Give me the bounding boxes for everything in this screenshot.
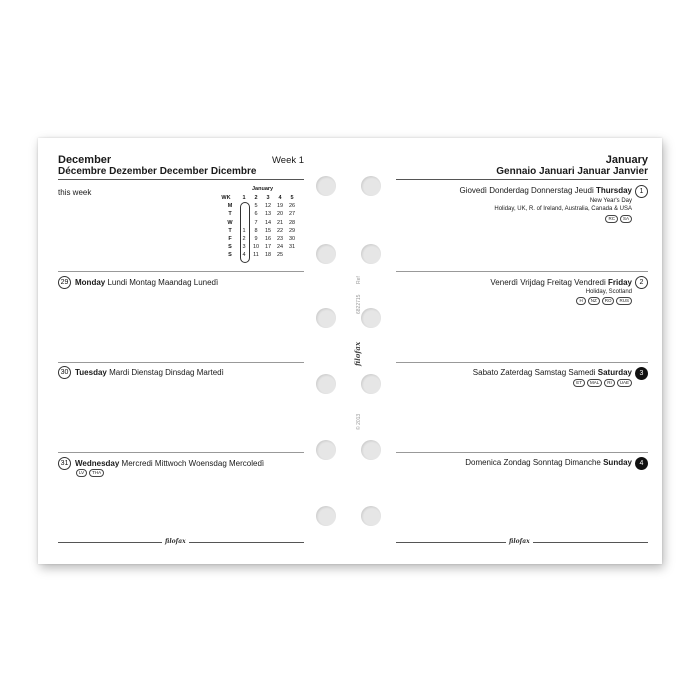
mini-calendar-date: 9	[254, 236, 258, 242]
mini-calendar-week-number: 3	[266, 195, 270, 201]
day-label	[75, 459, 264, 468]
mini-calendar-date: 28	[288, 219, 296, 226]
current-week-highlight	[240, 202, 250, 262]
mini-calendar-weekday: T	[228, 211, 232, 218]
mini-calendar-week-number: 1	[242, 195, 246, 201]
day-rule	[58, 271, 304, 272]
country-badge: RO	[602, 297, 615, 305]
right-month-languages: Gennaio Januari Januar Janvier	[496, 166, 648, 177]
mini-calendar-date: 3	[242, 244, 246, 251]
mini-calendar-week-number: 2	[254, 195, 258, 201]
mini-calendar-date: 24	[276, 244, 284, 251]
mini-calendar-date: 25	[276, 252, 284, 259]
day-number: 31	[58, 457, 71, 470]
day-name: Sunday	[603, 458, 632, 467]
mini-calendar	[221, 186, 304, 266]
mini-calendar-date: 12	[264, 203, 272, 210]
this-week-label: this week	[58, 188, 92, 197]
filofax-logo: filofax	[506, 538, 533, 545]
day-label	[465, 458, 632, 467]
day-number: 29	[58, 276, 71, 289]
day-label	[75, 368, 224, 377]
country-badge: THA	[89, 469, 104, 477]
ring-hole	[361, 374, 381, 394]
country-badge: RI	[604, 379, 615, 387]
mini-calendar-date: 6	[254, 211, 258, 218]
left-page	[38, 138, 318, 564]
day-translations: Sabato Zaterdag Samstag Samedi	[472, 368, 596, 377]
mini-calendar-date: 29	[288, 227, 296, 234]
mini-calendar-weekday: S	[228, 252, 232, 259]
day-label	[459, 186, 632, 195]
day-name: Tuesday	[75, 368, 107, 377]
ring-hole	[361, 176, 381, 196]
week-number: Week 1	[272, 155, 305, 166]
day-translations: Mercredi Mittwoch Woensdag Mercoledì	[121, 459, 265, 468]
spine-copyright: © 2013	[356, 413, 362, 430]
day-name: Saturday	[597, 368, 632, 377]
mini-calendar-date: 2	[242, 236, 246, 242]
mini-calendar-month: January	[252, 186, 274, 192]
country-badge: H	[576, 297, 585, 305]
day-label	[473, 368, 632, 377]
day-translations: Mardi Dienstag Dinsdag Martedì	[109, 368, 224, 377]
day-number: 3	[635, 367, 648, 380]
spine-code: 6822715	[356, 294, 362, 314]
country-badge: SA	[620, 215, 632, 223]
ring-hole	[361, 440, 381, 460]
day-label	[490, 278, 632, 287]
mini-calendar-weekday: M	[227, 203, 233, 210]
mini-calendar-date: 21	[276, 219, 284, 226]
mini-calendar-weekday: W	[227, 219, 233, 226]
mini-calendar-date: 19	[276, 203, 284, 210]
day-number: 30	[58, 366, 71, 379]
ring-hole	[361, 244, 381, 264]
right-page	[382, 138, 662, 564]
country-badges	[573, 379, 632, 387]
day-name: Friday	[607, 278, 632, 287]
day-note: New Year's Day	[589, 198, 632, 204]
ring-hole	[316, 244, 336, 264]
filofax-logo: filofax	[162, 538, 189, 545]
mini-calendar-date: 20	[276, 211, 284, 218]
mini-calendar-date: 15	[264, 227, 272, 234]
day-translations: Venerdì Vrijdag Freitag Vendredi	[490, 278, 606, 287]
right-month-title: January	[605, 154, 648, 166]
country-badges	[576, 297, 632, 305]
country-badge: RUS	[616, 297, 632, 305]
country-badge: MAL	[587, 379, 602, 387]
header-rule	[58, 179, 304, 180]
mini-calendar-weekday: T	[228, 227, 232, 234]
country-badge: NZ	[588, 297, 600, 305]
ring-hole	[316, 308, 336, 328]
day-number: 2	[635, 276, 648, 289]
mini-calendar-weekday: S	[228, 244, 232, 251]
mini-calendar-date: 1	[242, 227, 246, 234]
day-rule	[58, 362, 304, 363]
mini-calendar-date: 4	[242, 252, 246, 259]
day-number: 1	[635, 185, 648, 198]
ring-hole	[316, 440, 336, 460]
ring-hole	[361, 308, 381, 328]
country-badge: LV	[76, 469, 87, 477]
diary-sheet	[38, 138, 662, 564]
country-badge: RC	[605, 215, 618, 223]
left-month-title: December	[58, 154, 112, 166]
mini-calendar-week-number: 4	[278, 195, 282, 201]
mini-calendar-wk-label: WK	[221, 195, 231, 201]
left-month-languages: Décembre Dezember December Dicembre	[58, 166, 257, 177]
mini-calendar-date: 30	[288, 236, 296, 242]
mini-calendar-date: 7	[254, 219, 258, 226]
day-rule	[396, 362, 648, 363]
mini-calendar-date: 11	[253, 252, 259, 259]
country-badge: UAE	[617, 379, 632, 387]
mini-calendar-date: 31	[288, 244, 296, 251]
day-rule	[396, 452, 648, 453]
day-rule	[58, 452, 304, 453]
day-translations: Giovedì Donderdag Donnerstag Jeudi	[459, 186, 594, 195]
ring-hole	[316, 374, 336, 394]
mini-calendar-date: 16	[264, 236, 272, 242]
day-label	[75, 278, 218, 287]
day-name: Monday	[75, 278, 106, 287]
mini-calendar-date: 17	[264, 244, 272, 251]
day-note: Holiday, UK, R. of Ireland, Australia, Canada & USA	[494, 206, 632, 212]
mini-calendar-week-number: 5	[290, 195, 294, 201]
mini-calendar-date: 26	[288, 203, 296, 210]
mini-calendar-weekday: F	[228, 236, 232, 242]
header-rule	[396, 179, 648, 180]
day-name: Thursday	[595, 186, 632, 195]
mini-calendar-date: 23	[276, 236, 284, 242]
mini-calendar-date: 27	[288, 211, 296, 218]
day-translations: Domenica Zondag Sonntag Dimanche	[465, 458, 601, 467]
ring-hole	[361, 506, 381, 526]
ring-hole	[316, 506, 336, 526]
ring-hole	[316, 176, 336, 196]
day-translations: Lundi Montag Maandag Lunedì	[107, 278, 219, 287]
mini-calendar-date: 18	[264, 252, 272, 259]
day-note: Holiday, Scotland	[585, 289, 632, 295]
day-rule	[396, 271, 648, 272]
day-number: 4	[635, 457, 648, 470]
day-name: Wednesday	[75, 459, 120, 468]
mini-calendar-date: 13	[264, 211, 272, 218]
country-badges	[76, 469, 104, 477]
country-badges	[605, 215, 632, 223]
country-badge: ET	[573, 379, 585, 387]
spine-filofax-logo: filofax	[353, 341, 362, 366]
mini-calendar-date: 14	[264, 219, 272, 226]
mini-calendar-date: 10	[252, 244, 260, 251]
mini-calendar-date: 8	[254, 227, 258, 234]
spine-ref: Ref	[356, 276, 362, 284]
mini-calendar-date: 22	[276, 227, 284, 234]
mini-calendar-date: 5	[254, 203, 258, 210]
